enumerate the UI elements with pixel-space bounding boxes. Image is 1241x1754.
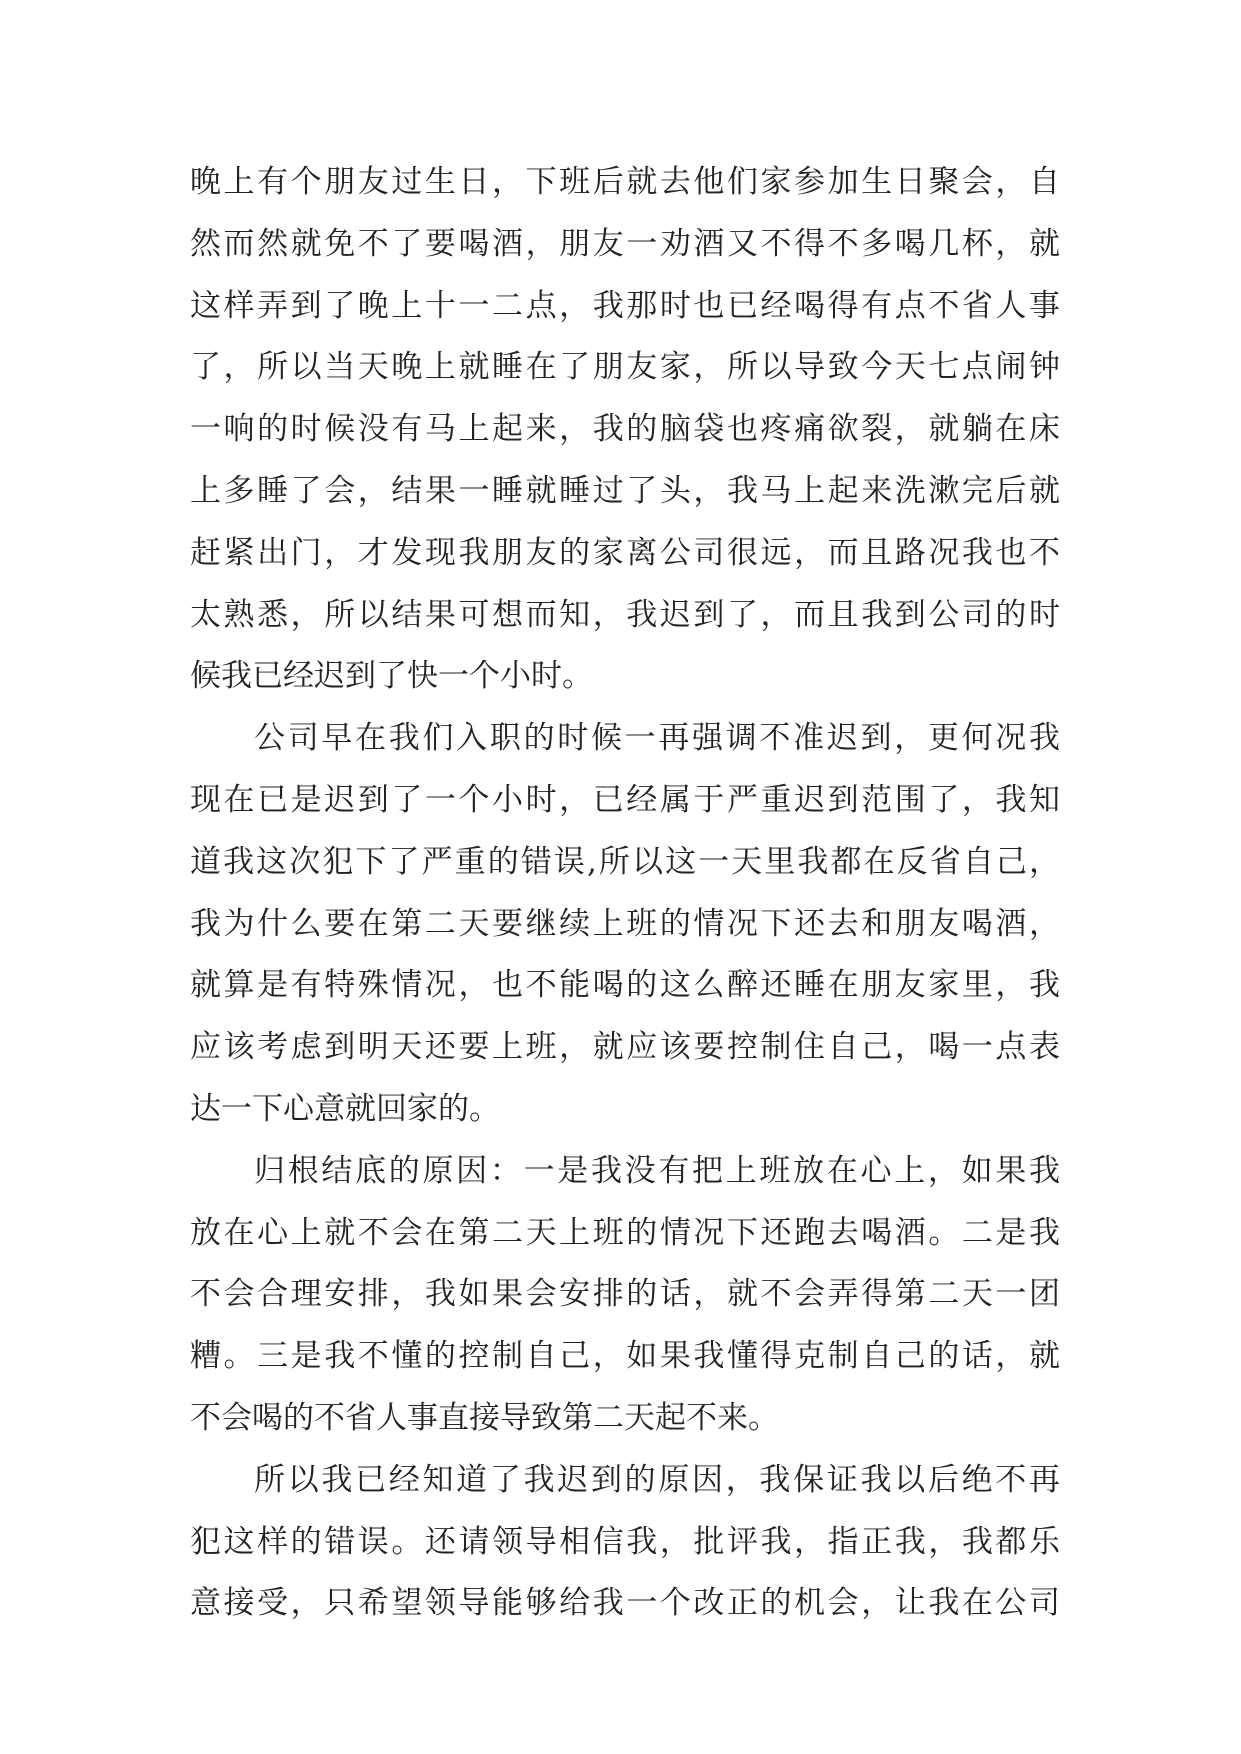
text-line: 晚上有个朋友过生日，下班后就去他们家参加生日聚会，自 (190, 164, 1060, 200)
paragraph (190, 1141, 1060, 1450)
text-line: 太熟悉，所以结果可想而知，我迟到了，而且我到公司的时 (190, 596, 1060, 633)
paragraph (190, 708, 1060, 1141)
paragraph (190, 1450, 1060, 1635)
text-line: 道我这次犯下了严重的错误,所以这一天里我都在反省自己， (190, 843, 1060, 880)
document-body (190, 152, 1060, 1635)
text-line: 我为什么要在第二天要继续上班的情况下还去和朋友喝酒， (190, 905, 1060, 942)
text-line: 候我已经迟到了快一个小时。 (190, 658, 593, 695)
text-line: 一响的时候没有马上起来，我的脑袋也疼痛欲裂，就躺在床 (190, 411, 1060, 448)
text-line: 上多睡了会，结果一睡就睡过了头，我马上起来洗漱完后就 (190, 472, 1060, 509)
text-line: 归根结底的原因：一是我没有把上班放在心上，如果我 (254, 1152, 1060, 1189)
text-line: 应该考虑到明天还要上班，就应该要控制住自己，喝一点表 (190, 1029, 1060, 1066)
text-line: 就算是有特殊情况，也不能喝的这么醉还睡在朋友家里，我 (190, 967, 1060, 1004)
text-line: 然而然就免不了要喝酒，朋友一劝酒又不得不多喝几杯，就 (190, 225, 1060, 262)
text-line: 不会合理安排，我如果会安排的话，就不会弄得第二天一团 (190, 1276, 1060, 1313)
text-line: 不会喝的不省人事直接导致第二天起不来。 (190, 1399, 779, 1436)
text-line: 所以我已经知道了我迟到的原因，我保证我以后绝不再 (254, 1461, 1060, 1498)
text-line: 达一下心意就回家的。 (190, 1090, 500, 1127)
text-line: 放在心上就不会在第二天上班的情况下还跑去喝酒。二是我 (190, 1214, 1060, 1251)
text-line: 意接受，只希望领导能够给我一个改正的机会，让我在公司 (190, 1585, 1060, 1622)
text-line: 公司早在我们入职的时候一再强调不准迟到，更何况我 (254, 720, 1060, 757)
paragraph (190, 152, 1060, 708)
text-line: 犯这样的错误。还请领导相信我，批评我，指正我，我都乐 (190, 1523, 1060, 1560)
text-line: 糟。三是我不懂的控制自己，如果我懂得克制自己的话，就 (190, 1338, 1060, 1375)
text-line: 现在已是迟到了一个小时，已经属于严重迟到范围了，我知 (190, 781, 1060, 818)
text-line: 赶紧出门，才发现我朋友的家离公司很远，而且路况我也不 (190, 534, 1060, 571)
text-line: 这样弄到了晚上十一二点，我那时也已经喝得有点不省人事 (190, 287, 1060, 324)
text-line: 了，所以当天晚上就睡在了朋友家，所以导致今天七点闹钟 (190, 349, 1060, 386)
